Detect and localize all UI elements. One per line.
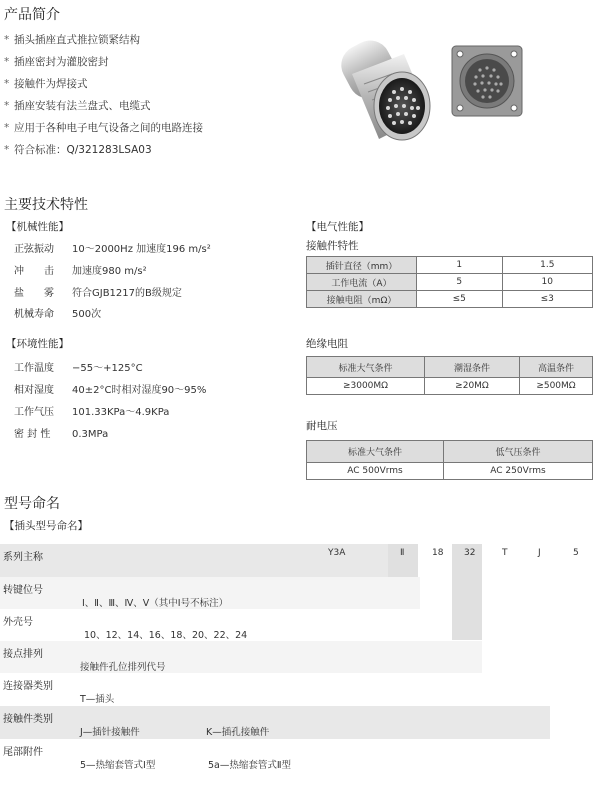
model-title: 型号命名 <box>4 496 60 512</box>
list-item: * 应用于各种电子电气设备之间的电路连接 <box>4 122 203 134</box>
model-row-series: 系列主称 <box>0 544 600 577</box>
connector-product-image <box>334 34 594 154</box>
plug-body <box>334 34 430 140</box>
model-code: 32 <box>464 548 476 558</box>
spec-row: 盐 雾 符合GJB1217的B级规定 <box>14 288 182 299</box>
model-code: 5 <box>573 548 579 558</box>
model-row-key: 转键位号 Ⅰ、Ⅱ、Ⅲ、Ⅳ、Ⅴ（其中Ⅰ号不标注） <box>0 577 420 610</box>
table-header-row: 标准大气条件 潮湿条件 高温条件 <box>307 357 593 378</box>
model-row-tail: 尾部附件 5—热缩套管式Ⅰ型 5a—热缩套管式Ⅱ型 <box>0 739 590 772</box>
table-header-row: 标准大气条件 低气压条件 <box>307 441 593 463</box>
mechanical-title: 【机械性能】 <box>6 221 69 233</box>
model-row-type: 连接器类别 T—插头 <box>0 673 516 706</box>
model-code: 18 <box>432 548 444 558</box>
spec-row: 工作气压 101.33KPa～4.9KPa <box>14 407 170 418</box>
spec-row: 冲 击 加速度980 m/s² <box>14 266 147 277</box>
spec-row: 密 封 性 0.3MPa <box>14 429 109 440</box>
insulation-title: 绝缘电阻 <box>306 338 348 350</box>
table-row: 插针直径（mm） 1 1.5 <box>307 257 593 274</box>
model-row-shell: 外壳号 10、12、14、16、18、20、22、24 <box>0 609 452 642</box>
list-item: * 符合标准：Q/321283LSA03 <box>4 144 152 156</box>
spec-row: 相对湿度 40±2°C时相对湿度90～95% <box>14 385 207 396</box>
voltage-title: 耐电压 <box>306 420 338 432</box>
model-code: J <box>538 548 541 558</box>
model-code: Y3A <box>328 548 346 558</box>
model-subtitle: 【插头型号命名】 <box>4 520 88 532</box>
model-row-contact: 接触件类别 J—插针接触件 K—插孔接触件 <box>0 706 550 739</box>
table-row: 接触电阻（mΩ） ≤5 ≤3 <box>307 291 593 308</box>
contact-table <box>306 256 593 308</box>
table-row: ≥3000MΩ ≥20MΩ ≥500MΩ <box>307 378 593 395</box>
spec-row: 工作温度 −55～+125°C <box>14 363 143 374</box>
list-item: * 插座密封为灌胶密封 <box>4 56 109 68</box>
table-row: 工作电流（A） 5 10 <box>307 274 593 291</box>
intro-list <box>4 29 203 161</box>
table-row: AC 500Vrms AC 250Vrms <box>307 463 593 480</box>
voltage-table <box>306 440 593 480</box>
list-item: * 插头插座直式推拉锁紧结构 <box>4 34 140 46</box>
spec-row: 正弦振动 10～2000Hz 加速度196 m/s² <box>14 244 211 255</box>
specs-title: 主要技术特性 <box>4 197 88 213</box>
environment-title: 【环境性能】 <box>6 338 69 350</box>
model-row-arrangement: 接点排列 接触件孔位排列代号 <box>0 641 482 674</box>
list-item: * 接触件为焊接式 <box>4 78 88 90</box>
insulation-table <box>306 356 593 395</box>
electrical-title: 【电气性能】 <box>306 221 369 233</box>
spec-row: 机械寿命 500次 <box>14 309 102 320</box>
contact-table-title: 接触件特性 <box>306 240 359 252</box>
receptacle-flange <box>452 46 522 116</box>
intro-title: 产品简介 <box>4 7 60 23</box>
model-code: T <box>502 548 508 558</box>
list-item: * 插座安装有法兰盘式、电缆式 <box>4 100 151 112</box>
model-code: Ⅱ <box>400 548 405 558</box>
